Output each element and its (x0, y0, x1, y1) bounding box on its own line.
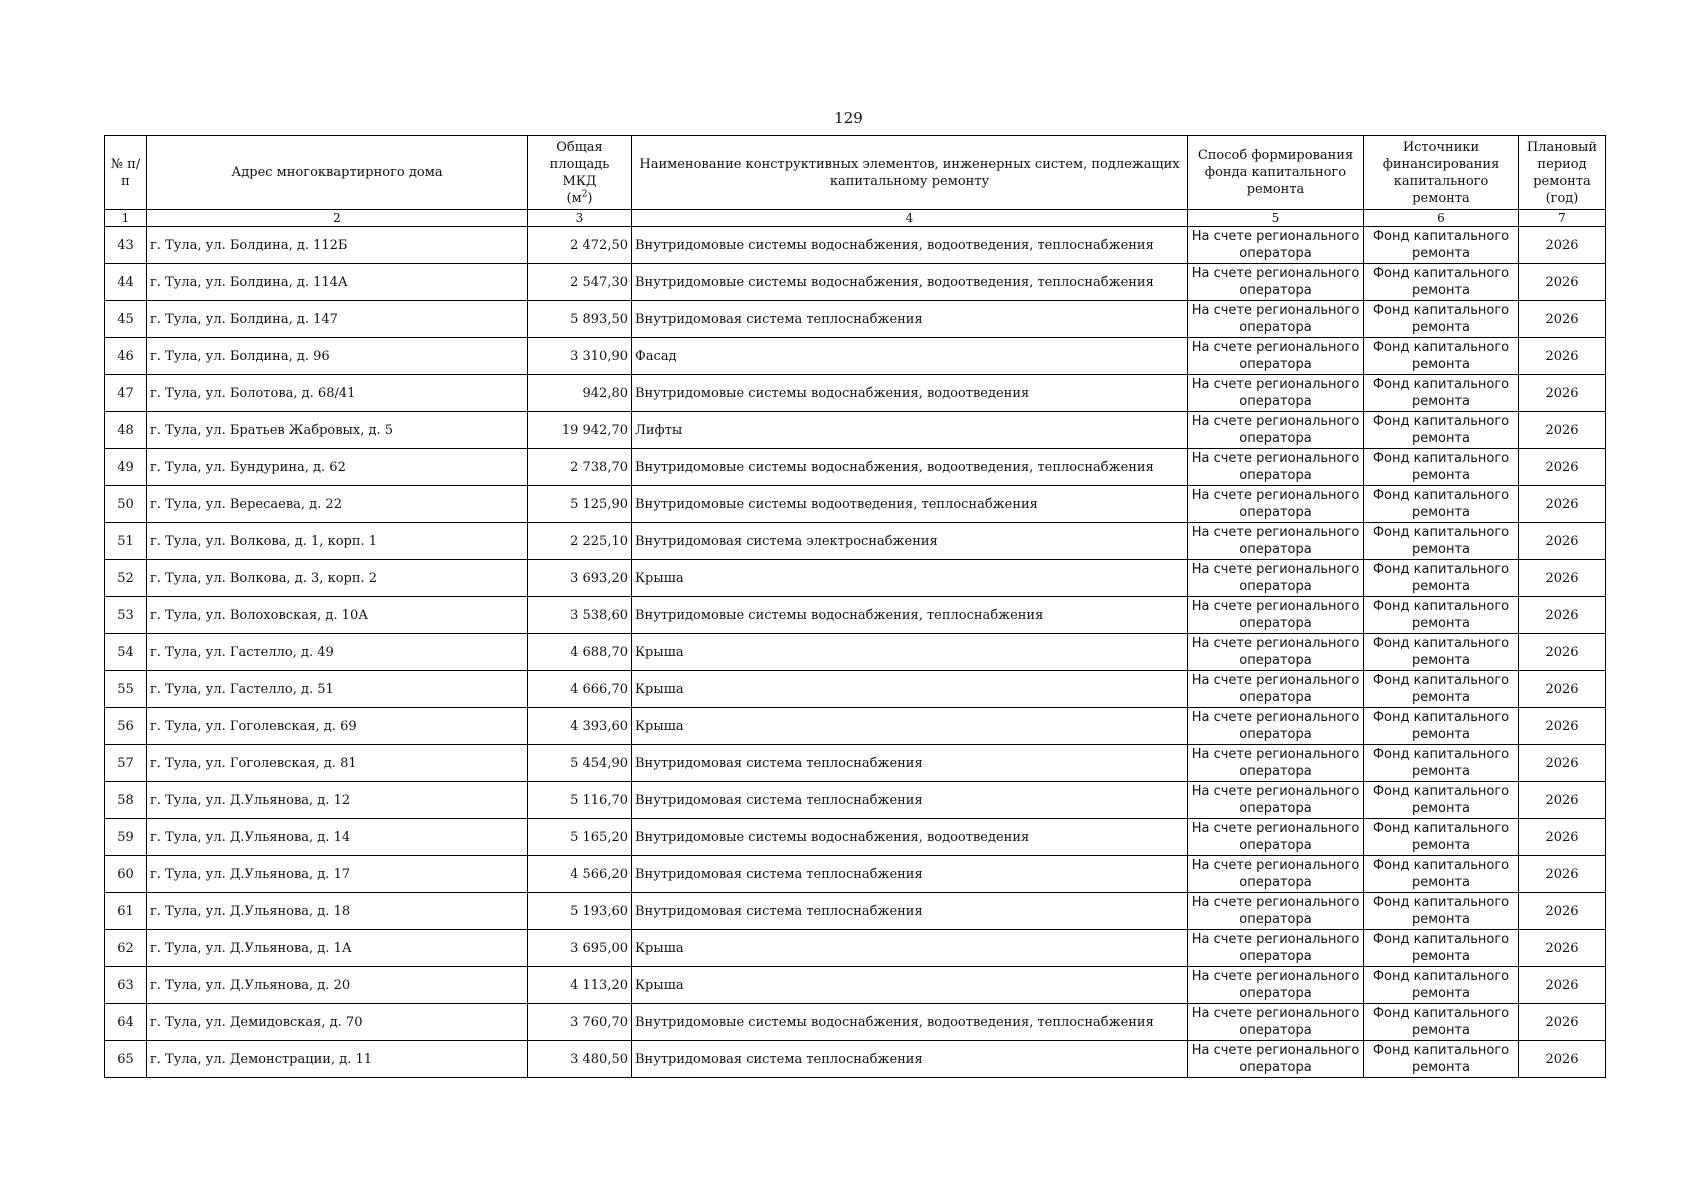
row-number: 45 (105, 301, 147, 338)
row-number: 54 (105, 634, 147, 671)
address-cell: г. Тула, ул. Гоголевская, д. 81 (147, 745, 528, 782)
fund-method-cell: На счете регионального оператора (1188, 782, 1364, 819)
row-number: 56 (105, 708, 147, 745)
column-number: 6 (1364, 210, 1519, 227)
table-row (105, 819, 1606, 856)
header-area-unit-sup: 2 (581, 189, 588, 200)
table-row (105, 1004, 1606, 1041)
table-row (105, 893, 1606, 930)
table-row (105, 782, 1606, 819)
fund-method-cell: На счете регионального оператора (1188, 930, 1364, 967)
column-number: 2 (147, 210, 528, 227)
area-cell: 4 566,20 (528, 856, 632, 893)
row-number: 64 (105, 1004, 147, 1041)
address-cell: г. Тула, ул. Д.Ульянова, д. 18 (147, 893, 528, 930)
table-row (105, 301, 1606, 338)
planned-year-cell: 2026 (1519, 930, 1606, 967)
elements-cell: Внутридомовая система теплоснабжения (632, 301, 1188, 338)
funding-source-cell: Фонд капитального ремонта (1364, 671, 1519, 708)
row-number: 61 (105, 893, 147, 930)
fund-method-cell: На счете регионального оператора (1188, 301, 1364, 338)
address-cell: г. Тула, ул. Братьев Жабровых, д. 5 (147, 412, 528, 449)
area-cell: 3 760,70 (528, 1004, 632, 1041)
elements-cell: Внутридомовые системы водоснабжения, водоотведения (632, 375, 1188, 412)
table-row (105, 1041, 1606, 1078)
elements-cell: Крыша (632, 671, 1188, 708)
row-number: 55 (105, 671, 147, 708)
fund-method-cell: На счете регионального оператора (1188, 671, 1364, 708)
table-row (105, 708, 1606, 745)
funding-source-cell: Фонд капитального ремонта (1364, 893, 1519, 930)
fund-method-cell: На счете регионального оператора (1188, 856, 1364, 893)
area-cell: 2 225,10 (528, 523, 632, 560)
fund-method-cell: На счете регионального оператора (1188, 560, 1364, 597)
planned-year-cell: 2026 (1519, 375, 1606, 412)
elements-cell: Внутридомовые системы водоснабжения, водоотведения, теплоснабжения (632, 449, 1188, 486)
address-cell: г. Тула, ул. Болдина, д. 96 (147, 338, 528, 375)
address-cell: г. Тула, ул. Гастелло, д. 51 (147, 671, 528, 708)
elements-cell: Внутридомовые системы водоснабжения, водоотведения, теплоснабжения (632, 264, 1188, 301)
row-number: 43 (105, 227, 147, 264)
header-num: № п/п (105, 136, 147, 210)
planned-year-cell: 2026 (1519, 486, 1606, 523)
elements-cell: Внутридомовые системы водоснабжения, теплоснабжения (632, 597, 1188, 634)
table-row (105, 375, 1606, 412)
planned-year-cell: 2026 (1519, 597, 1606, 634)
fund-method-cell: На счете регионального оператора (1188, 375, 1364, 412)
elements-cell: Внутридомовая система теплоснабжения (632, 745, 1188, 782)
address-cell: г. Тула, ул. Д.Ульянова, д. 14 (147, 819, 528, 856)
planned-year-cell: 2026 (1519, 745, 1606, 782)
funding-source-cell: Фонд капитального ремонта (1364, 708, 1519, 745)
funding-source-cell: Фонд капитального ремонта (1364, 560, 1519, 597)
elements-cell: Внутридомовая система теплоснабжения (632, 1041, 1188, 1078)
fund-method-cell: На счете регионального оператора (1188, 1041, 1364, 1078)
funding-source-cell: Фонд капитального ремонта (1364, 1004, 1519, 1041)
table-row (105, 449, 1606, 486)
area-cell: 4 113,20 (528, 967, 632, 1004)
planned-year-cell: 2026 (1519, 856, 1606, 893)
fund-method-cell: На счете регионального оператора (1188, 1004, 1364, 1041)
planned-year-cell: 2026 (1519, 412, 1606, 449)
table-row (105, 967, 1606, 1004)
fund-method-cell: На счете регионального оператора (1188, 708, 1364, 745)
table-body (105, 227, 1606, 1078)
funding-source-cell: Фонд капитального ремонта (1364, 486, 1519, 523)
table-row (105, 671, 1606, 708)
funding-source-cell: Фонд капитального ремонта (1364, 412, 1519, 449)
table-row (105, 560, 1606, 597)
row-number: 50 (105, 486, 147, 523)
fund-method-cell: На счете регионального оператора (1188, 893, 1364, 930)
funding-source-cell: Фонд капитального ремонта (1364, 819, 1519, 856)
elements-cell: Внутридомовые системы водоотведения, теплоснабжения (632, 486, 1188, 523)
area-cell: 3 480,50 (528, 1041, 632, 1078)
fund-method-cell: На счете регионального оператора (1188, 412, 1364, 449)
column-number: 7 (1519, 210, 1606, 227)
row-number: 46 (105, 338, 147, 375)
row-number: 58 (105, 782, 147, 819)
row-number: 52 (105, 560, 147, 597)
planned-year-cell: 2026 (1519, 1004, 1606, 1041)
planned-year-cell: 2026 (1519, 1041, 1606, 1078)
elements-cell: Внутридомовая система теплоснабжения (632, 856, 1188, 893)
funding-source-cell: Фонд капитального ремонта (1364, 1041, 1519, 1078)
column-number-row (105, 210, 1606, 227)
fund-method-cell: На счете регионального оператора (1188, 338, 1364, 375)
area-cell: 5 454,90 (528, 745, 632, 782)
elements-cell: Внутридомовая система электроснабжения (632, 523, 1188, 560)
area-cell: 5 893,50 (528, 301, 632, 338)
area-cell: 2 738,70 (528, 449, 632, 486)
address-cell: г. Тула, ул. Демидовская, д. 70 (147, 1004, 528, 1041)
row-number: 59 (105, 819, 147, 856)
area-cell: 3 693,20 (528, 560, 632, 597)
row-number: 62 (105, 930, 147, 967)
address-cell: г. Тула, ул. Болдина, д. 147 (147, 301, 528, 338)
table-header (105, 136, 1606, 227)
area-cell: 4 688,70 (528, 634, 632, 671)
address-cell: г. Тула, ул. Волкова, д. 1, корп. 1 (147, 523, 528, 560)
area-cell: 3 538,60 (528, 597, 632, 634)
fund-method-cell: На счете регионального оператора (1188, 486, 1364, 523)
address-cell: г. Тула, ул. Демонстрации, д. 11 (147, 1041, 528, 1078)
row-number: 51 (105, 523, 147, 560)
address-cell: г. Тула, ул. Гоголевская, д. 69 (147, 708, 528, 745)
elements-cell: Внутридомовая система теплоснабжения (632, 782, 1188, 819)
planned-year-cell: 2026 (1519, 523, 1606, 560)
planned-year-cell: 2026 (1519, 782, 1606, 819)
fund-method-cell: На счете регионального оператора (1188, 227, 1364, 264)
fund-method-cell: На счете регионального оператора (1188, 523, 1364, 560)
funding-source-cell: Фонд капитального ремонта (1364, 338, 1519, 375)
table-row (105, 264, 1606, 301)
column-number: 5 (1188, 210, 1364, 227)
fund-method-cell: На счете регионального оператора (1188, 967, 1364, 1004)
address-cell: г. Тула, ул. Д.Ульянова, д. 17 (147, 856, 528, 893)
header-elements: Наименование конструктивных элементов, инженерных систем, подлежащих капитальному ремонту (632, 136, 1188, 210)
row-number: 63 (105, 967, 147, 1004)
table-row (105, 856, 1606, 893)
elements-cell: Внутридомовые системы водоснабжения, водоотведения (632, 819, 1188, 856)
funding-source-cell: Фонд капитального ремонта (1364, 449, 1519, 486)
row-number: 65 (105, 1041, 147, 1078)
planned-year-cell: 2026 (1519, 301, 1606, 338)
area-cell: 3 695,00 (528, 930, 632, 967)
funding-source-cell: Фонд капитального ремонта (1364, 745, 1519, 782)
header-period: Плановый период ремонта (год) (1519, 136, 1606, 210)
area-cell: 5 193,60 (528, 893, 632, 930)
funding-source-cell: Фонд капитального ремонта (1364, 301, 1519, 338)
area-cell: 2 547,30 (528, 264, 632, 301)
column-number: 1 (105, 210, 147, 227)
area-cell: 4 666,70 (528, 671, 632, 708)
row-number: 44 (105, 264, 147, 301)
address-cell: г. Тула, ул. Вересаева, д. 22 (147, 486, 528, 523)
fund-method-cell: На счете регионального оператора (1188, 449, 1364, 486)
funding-source-cell: Фонд капитального ремонта (1364, 856, 1519, 893)
funding-source-cell: Фонд капитального ремонта (1364, 523, 1519, 560)
area-cell: 3 310,90 (528, 338, 632, 375)
header-area-label: Общая площадь МКД (549, 139, 610, 189)
column-number: 4 (632, 210, 1188, 227)
repair-program-table (104, 135, 1606, 1078)
fund-method-cell: На счете регионального оператора (1188, 597, 1364, 634)
column-number: 3 (528, 210, 632, 227)
funding-source-cell: Фонд капитального ремонта (1364, 930, 1519, 967)
address-cell: г. Тула, ул. Болдина, д. 112Б (147, 227, 528, 264)
header-address: Адрес многоквартирного дома (147, 136, 528, 210)
planned-year-cell: 2026 (1519, 819, 1606, 856)
funding-source-cell: Фонд капитального ремонта (1364, 782, 1519, 819)
elements-cell: Фасад (632, 338, 1188, 375)
funding-source-cell: Фонд капитального ремонта (1364, 967, 1519, 1004)
fund-method-cell: На счете регионального оператора (1188, 634, 1364, 671)
planned-year-cell: 2026 (1519, 560, 1606, 597)
planned-year-cell: 2026 (1519, 338, 1606, 375)
planned-year-cell: 2026 (1519, 227, 1606, 264)
funding-source-cell: Фонд капитального ремонта (1364, 375, 1519, 412)
address-cell: г. Тула, ул. Волкова, д. 3, корп. 2 (147, 560, 528, 597)
table-row (105, 486, 1606, 523)
fund-method-cell: На счете регионального оператора (1188, 819, 1364, 856)
funding-source-cell: Фонд капитального ремонта (1364, 634, 1519, 671)
address-cell: г. Тула, ул. Д.Ульянова, д. 12 (147, 782, 528, 819)
header-area-unit: (м (566, 190, 582, 206)
address-cell: г. Тула, ул. Гастелло, д. 49 (147, 634, 528, 671)
table-row (105, 523, 1606, 560)
area-cell: 2 472,50 (528, 227, 632, 264)
area-cell: 5 125,90 (528, 486, 632, 523)
funding-source-cell: Фонд капитального ремонта (1364, 597, 1519, 634)
address-cell: г. Тула, ул. Д.Ульянова, д. 1А (147, 930, 528, 967)
header-fund: Способ формирования фонда капитального ремонта (1188, 136, 1364, 210)
row-number: 60 (105, 856, 147, 893)
elements-cell: Крыша (632, 967, 1188, 1004)
row-number: 57 (105, 745, 147, 782)
elements-cell: Лифты (632, 412, 1188, 449)
fund-method-cell: На счете регионального оператора (1188, 745, 1364, 782)
elements-cell: Внутридомовые системы водоснабжения, водоотведения, теплоснабжения (632, 1004, 1188, 1041)
address-cell: г. Тула, ул. Болотова, д. 68/41 (147, 375, 528, 412)
address-cell: г. Тула, ул. Д.Ульянова, д. 20 (147, 967, 528, 1004)
planned-year-cell: 2026 (1519, 264, 1606, 301)
row-number: 53 (105, 597, 147, 634)
page-number: 129 (834, 109, 863, 127)
table-row (105, 412, 1606, 449)
elements-cell: Крыша (632, 560, 1188, 597)
header-area (528, 136, 632, 210)
address-cell: г. Тула, ул. Бундурина, д. 62 (147, 449, 528, 486)
funding-source-cell: Фонд капитального ремонта (1364, 264, 1519, 301)
table-row (105, 930, 1606, 967)
funding-source-cell: Фонд капитального ремонта (1364, 227, 1519, 264)
header-source: Источники финансирования капитального ремонта (1364, 136, 1519, 210)
planned-year-cell: 2026 (1519, 671, 1606, 708)
area-cell: 942,80 (528, 375, 632, 412)
table-row (105, 338, 1606, 375)
planned-year-cell: 2026 (1519, 449, 1606, 486)
elements-cell: Внутридомовые системы водоснабжения, водоотведения, теплоснабжения (632, 227, 1188, 264)
area-cell: 5 165,20 (528, 819, 632, 856)
row-number: 48 (105, 412, 147, 449)
area-cell: 19 942,70 (528, 412, 632, 449)
elements-cell: Крыша (632, 634, 1188, 671)
table-row (105, 745, 1606, 782)
header-row (105, 136, 1606, 210)
planned-year-cell: 2026 (1519, 967, 1606, 1004)
planned-year-cell: 2026 (1519, 708, 1606, 745)
address-cell: г. Тула, ул. Волоховская, д. 10А (147, 597, 528, 634)
table-row (105, 597, 1606, 634)
area-cell: 4 393,60 (528, 708, 632, 745)
row-number: 47 (105, 375, 147, 412)
fund-method-cell: На счете регионального оператора (1188, 264, 1364, 301)
header-area-unit-close: ) (587, 190, 593, 206)
table-row (105, 634, 1606, 671)
elements-cell: Крыша (632, 930, 1188, 967)
table-row (105, 227, 1606, 264)
planned-year-cell: 2026 (1519, 634, 1606, 671)
address-cell: г. Тула, ул. Болдина, д. 114А (147, 264, 528, 301)
row-number: 49 (105, 449, 147, 486)
planned-year-cell: 2026 (1519, 893, 1606, 930)
area-cell: 5 116,70 (528, 782, 632, 819)
elements-cell: Крыша (632, 708, 1188, 745)
elements-cell: Внутридомовая система теплоснабжения (632, 893, 1188, 930)
